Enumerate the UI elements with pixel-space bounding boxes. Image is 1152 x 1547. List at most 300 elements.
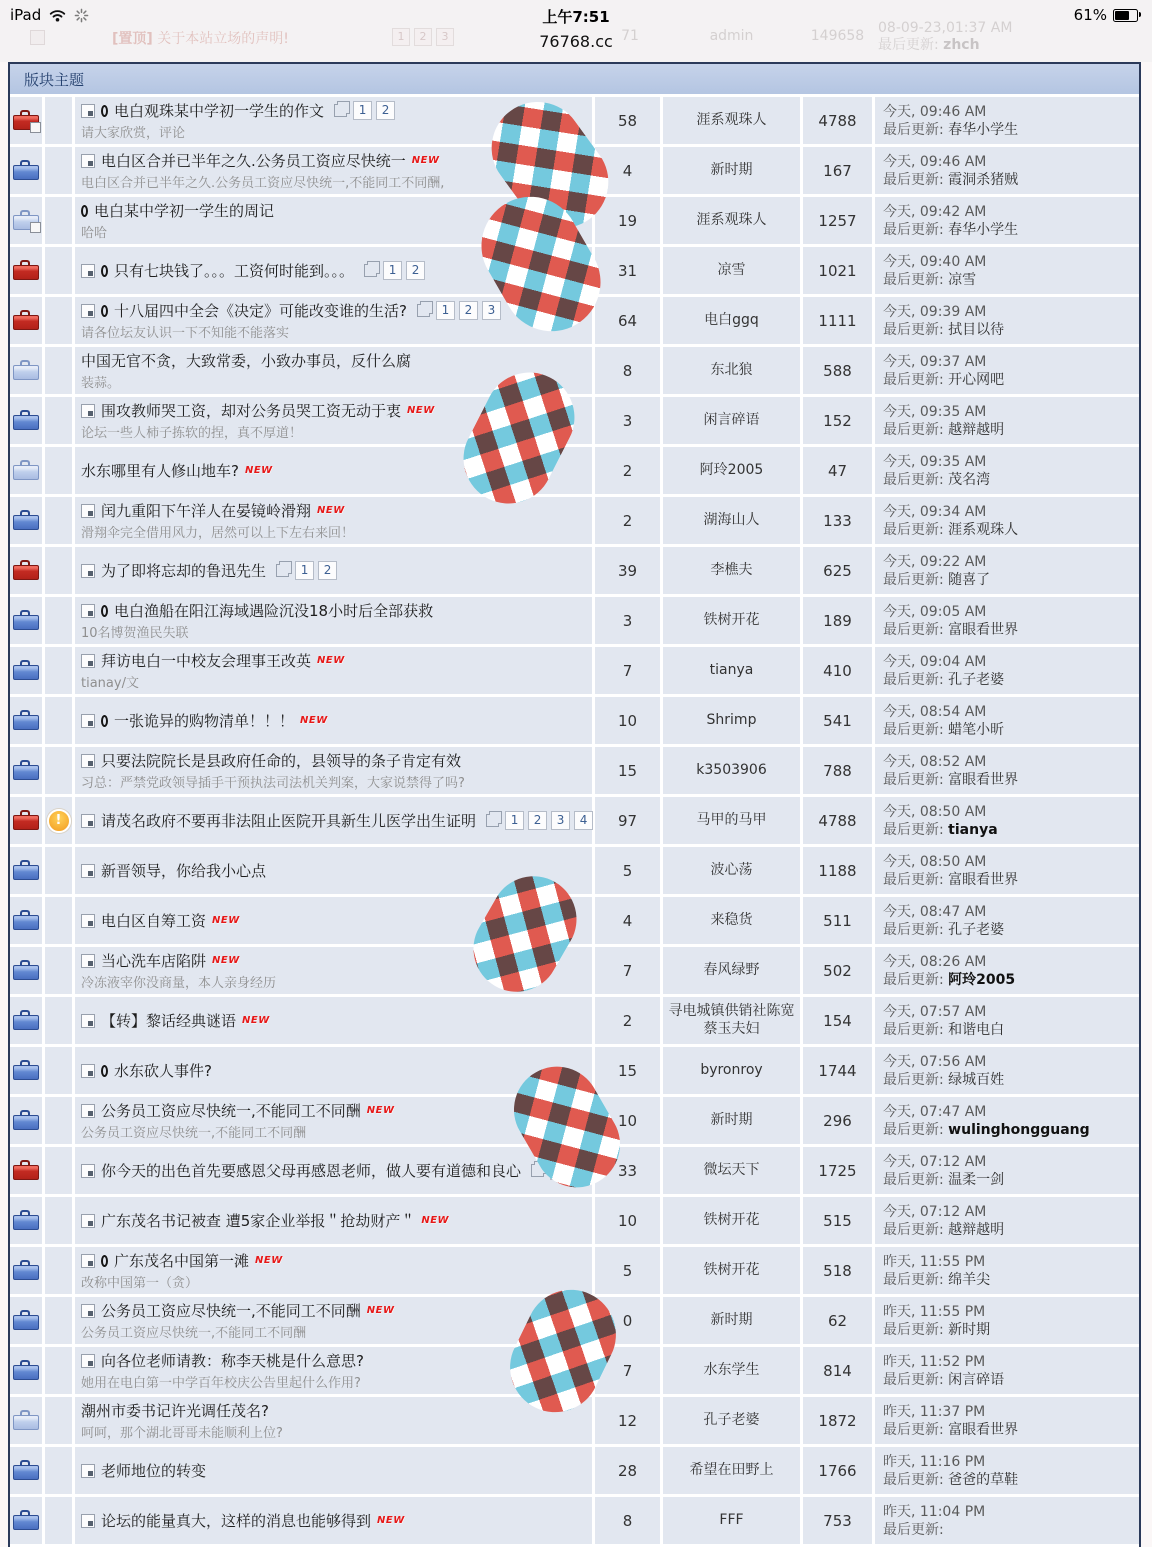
author-link[interactable]: tianya xyxy=(663,647,800,694)
page-button[interactable]: 1 xyxy=(353,101,372,120)
pinned-replies: 71 xyxy=(621,28,639,44)
attachment-icon xyxy=(101,105,108,117)
table-row[interactable] xyxy=(10,697,1139,744)
table-row[interactable] xyxy=(10,1497,1139,1544)
update-cell xyxy=(875,1247,1139,1294)
status-cell xyxy=(45,197,72,244)
author-link[interactable]: 来稳货 xyxy=(663,897,800,944)
attachment-icon xyxy=(81,205,88,217)
folder-icon xyxy=(13,960,39,981)
update-time: 今天, 09:04 AM xyxy=(883,653,987,670)
update-label: 最后更新: xyxy=(883,771,944,788)
topic-subtitle: 呵呵，那个湖北哥哥未能顺利上位? xyxy=(81,1426,283,1441)
folder-cell xyxy=(10,1297,42,1344)
status-cell xyxy=(45,847,72,894)
new-badge: NEW xyxy=(212,915,240,926)
update-time: 今天, 09:46 AM xyxy=(883,103,987,120)
updater-link[interactable]: 春华小学生 xyxy=(948,121,1019,138)
title-cell xyxy=(75,1247,592,1294)
update-label: 最后更新: xyxy=(883,471,944,488)
author-link[interactable]: 阿玲2005 xyxy=(663,447,800,494)
folder-icon xyxy=(13,510,39,531)
folder-cell xyxy=(10,347,42,394)
status-cell xyxy=(45,1097,72,1144)
updater-link[interactable]: tianya xyxy=(948,821,998,838)
folder-icon xyxy=(13,1060,39,1081)
update-cell xyxy=(875,1147,1139,1194)
author-link[interactable]: 电白ggq xyxy=(663,297,800,344)
update-cell xyxy=(875,1347,1139,1394)
author-link[interactable]: 微坛天下 xyxy=(663,1147,800,1194)
author-link[interactable]: 新时期 xyxy=(663,1097,800,1144)
title-cell xyxy=(75,647,592,694)
page-button[interactable]: 3 xyxy=(436,28,454,46)
views-count: 1111 xyxy=(803,297,872,344)
update-label: 最后更新: xyxy=(883,321,944,338)
replies-count: 39 xyxy=(595,547,660,594)
update-label: 最后更新: xyxy=(883,1521,944,1538)
author-link[interactable]: 新时期 xyxy=(663,1297,800,1344)
update-time: 今天, 07:12 AM xyxy=(883,1153,987,1170)
multipage-icon xyxy=(417,304,430,317)
author-link[interactable]: 闲言碎语 xyxy=(663,397,800,444)
topic-title-link[interactable]: 新晋领导，你给我小心点 xyxy=(101,862,267,880)
folder-cell xyxy=(10,197,42,244)
folder-icon xyxy=(13,460,39,481)
update-time: 昨天, 11:16 PM xyxy=(883,1453,986,1470)
topic-title-link[interactable]: 中国无官不贪，大致常委，小致办事员，反什么腐 xyxy=(81,352,412,370)
folder-icon xyxy=(13,1510,39,1531)
title-cell xyxy=(75,547,592,594)
status-cell xyxy=(45,297,72,344)
table-row[interactable] xyxy=(10,797,1139,844)
status-cell xyxy=(45,997,72,1044)
replies-count: 15 xyxy=(595,1047,660,1094)
folder-icon xyxy=(13,810,39,831)
multipage-icon xyxy=(334,104,347,117)
topic-title-link[interactable]: 电白观珠某中学初一学生的作文 xyxy=(114,102,325,120)
views-count: 296 xyxy=(803,1097,872,1144)
page-button[interactable]: 3 xyxy=(482,301,501,320)
attachment-icon xyxy=(101,715,108,727)
new-badge: NEW xyxy=(212,955,240,966)
update-time: 今天, 08:47 AM xyxy=(883,903,987,920)
author-link[interactable]: 湖海山人 xyxy=(663,497,800,544)
status-cell xyxy=(45,947,72,994)
views-count: 753 xyxy=(803,1497,872,1544)
author-link[interactable]: 铁树开花 xyxy=(663,597,800,644)
status-cell xyxy=(45,1247,72,1294)
document-icon xyxy=(81,1104,95,1118)
updater-link[interactable]: 富眼看世界 xyxy=(948,1421,1019,1438)
page-button[interactable]: 1 xyxy=(295,561,314,580)
table-row[interactable] xyxy=(10,647,1139,694)
document-icon xyxy=(81,864,95,878)
updater-link[interactable]: 茂名湾 xyxy=(948,471,991,488)
folder-icon xyxy=(13,360,39,381)
status-bar xyxy=(0,0,1152,62)
multipage-icon xyxy=(276,564,289,577)
author-link[interactable]: 孔子老婆 xyxy=(663,1397,800,1444)
update-time: 今天, 07:12 AM xyxy=(883,1203,987,1220)
replies-count: 2 xyxy=(595,497,660,544)
author-link[interactable]: 涯系观珠人 xyxy=(663,97,800,144)
update-label: 最后更新: xyxy=(883,971,944,988)
battery-percent: 61% xyxy=(1073,6,1107,24)
updater-link[interactable]: 越辩越明 xyxy=(948,1221,1005,1238)
author-link[interactable]: 波心荡 xyxy=(663,847,800,894)
update-cell xyxy=(875,997,1139,1044)
update-label: 最后更新: xyxy=(883,271,944,288)
document-icon xyxy=(81,654,95,668)
topic-title-link[interactable]: 请茂名政府不要再非法阻止医院开具新生儿医学出生证明 xyxy=(101,812,477,830)
replies-count: 8 xyxy=(595,347,660,394)
update-cell xyxy=(875,397,1139,444)
replies-count: 31 xyxy=(595,247,660,294)
table-row[interactable] xyxy=(10,1447,1139,1494)
status-cell xyxy=(45,1347,72,1394)
folder-cell xyxy=(10,647,42,694)
author-link[interactable]: 李樵夫 xyxy=(663,547,800,594)
replies-count: 8 xyxy=(595,1497,660,1544)
views-count: 167 xyxy=(803,147,872,194)
update-label: 最后更新: xyxy=(883,1071,944,1088)
update-cell xyxy=(875,547,1139,594)
update-cell xyxy=(875,97,1139,144)
topic-title-link[interactable]: 十八届四中全会《决定》可能改变谁的生活? xyxy=(114,302,407,320)
replies-count: 58 xyxy=(595,97,660,144)
topic-subtitle: 电白区合并已半年之久.公务员工资应尽快统一,不能同工不同酬, xyxy=(81,176,445,191)
topic-title-link[interactable]: 电白区自筹工资 xyxy=(101,912,207,930)
views-count: 1188 xyxy=(803,847,872,894)
update-cell xyxy=(875,647,1139,694)
author-link[interactable]: Shrimp xyxy=(663,697,800,744)
folder-cell xyxy=(10,747,42,794)
table-row[interactable] xyxy=(10,497,1139,544)
author-link[interactable]: 铁树开花 xyxy=(663,1197,800,1244)
status-cell xyxy=(45,1297,72,1344)
table-row[interactable] xyxy=(10,847,1139,894)
folder-cell xyxy=(10,1197,42,1244)
update-cell xyxy=(875,497,1139,544)
folder-icon xyxy=(13,1460,39,1481)
attachment-icon xyxy=(101,305,108,317)
update-time: 今天, 07:47 AM xyxy=(883,1103,987,1120)
author-link[interactable]: 涯系观珠人 xyxy=(663,197,800,244)
replies-count: 10 xyxy=(595,697,660,744)
views-count: 502 xyxy=(803,947,872,994)
status-cell xyxy=(45,897,72,944)
author-link[interactable]: 马甲的马甲 xyxy=(663,797,800,844)
updater-link[interactable]: wulinghongguang xyxy=(948,1121,1090,1138)
author-link[interactable]: 凉雪 xyxy=(663,247,800,294)
update-cell xyxy=(875,1497,1139,1544)
update-time: 今天, 08:52 AM xyxy=(883,753,987,770)
status-cell xyxy=(45,147,72,194)
update-cell xyxy=(875,1097,1139,1144)
page-button[interactable]: 1 xyxy=(392,28,410,46)
folder-icon xyxy=(13,560,39,581)
update-label: 最后更新: xyxy=(883,721,944,738)
folder-cell xyxy=(10,247,42,294)
update-label: 最后更新: xyxy=(883,121,944,138)
author-link[interactable]: 寻电城镇供销社陈宽蔡玉夫妇 xyxy=(663,997,800,1044)
topic-subtitle: tianay/文 xyxy=(81,676,139,691)
table-row[interactable] xyxy=(10,1247,1139,1294)
author-link[interactable]: 水东学生 xyxy=(663,1347,800,1394)
folder-icon xyxy=(13,760,39,781)
author-link[interactable]: FFF xyxy=(663,1497,800,1544)
topic-title-link[interactable]: 只有七块钱了。。。工资何时能到。。。 xyxy=(114,262,355,280)
topic-title-link[interactable]: 老师地位的转变 xyxy=(101,1462,207,1480)
topic-title-link[interactable]: 为了即将忘却的鲁迅先生 xyxy=(101,562,267,580)
address-bar[interactable]: 76768.cc xyxy=(539,32,613,51)
status-cell xyxy=(45,747,72,794)
update-label: 最后更新: xyxy=(883,671,944,688)
update-cell xyxy=(875,947,1139,994)
table-row[interactable] xyxy=(10,1197,1139,1244)
title-cell xyxy=(75,1047,592,1094)
page-button[interactable]: 2 xyxy=(459,301,478,320)
new-badge: NEW xyxy=(377,1515,405,1526)
table-row[interactable] xyxy=(10,547,1139,594)
updater-link[interactable]: 新时期 xyxy=(948,1321,991,1338)
updater-link[interactable]: 开心网吧 xyxy=(948,371,1005,388)
title-cell xyxy=(75,1147,592,1194)
update-cell xyxy=(875,1297,1139,1344)
topic-title-link[interactable]: 电白渔船在阳江海域遇险沉没18小时后全部获救 xyxy=(114,602,434,620)
topic-subtitle: 请各位坛友认识一下不知能不能落实 xyxy=(81,326,290,341)
page-button[interactable]: 2 xyxy=(528,811,547,830)
update-time: 昨天, 11:55 PM xyxy=(883,1253,986,1270)
update-time: 今天, 09:05 AM xyxy=(883,603,987,620)
topic-title-link[interactable]: 水东砍人事件? xyxy=(114,1062,212,1080)
page-buttons xyxy=(353,101,395,120)
topic-title-link[interactable]: 广东茂名中国第一滩 xyxy=(114,1252,250,1270)
topic-title-link[interactable]: 只要法院院长是县政府任命的，县领导的条子肯定有效 xyxy=(101,752,462,770)
update-time: 今天, 08:26 AM xyxy=(883,953,987,970)
table-row[interactable] xyxy=(10,447,1139,494)
author-link[interactable]: 东北狼 xyxy=(663,347,800,394)
author-link[interactable]: k3503906 xyxy=(663,747,800,794)
update-label: 最后更新: xyxy=(883,571,944,588)
updater-link[interactable]: 蜡笔小昕 xyxy=(948,721,1005,738)
updater-link[interactable]: 凉雪 xyxy=(948,271,977,288)
updater-link[interactable]: 随喜了 xyxy=(948,571,991,588)
attachment-icon xyxy=(101,605,108,617)
status-cell xyxy=(45,547,72,594)
views-count: 625 xyxy=(803,547,872,594)
update-label: 最后更新: xyxy=(883,1421,944,1438)
updater-link[interactable]: 春华小学生 xyxy=(948,221,1019,238)
replies-count: 12 xyxy=(595,1397,660,1444)
update-cell xyxy=(875,897,1139,944)
update-time: 今天, 09:22 AM xyxy=(883,553,987,570)
folder-cell xyxy=(10,1497,42,1544)
updater-link[interactable]: 绿城百姓 xyxy=(948,1071,1005,1088)
status-cell xyxy=(45,397,72,444)
replies-count: 5 xyxy=(595,847,660,894)
updater-link[interactable]: 富眼看世界 xyxy=(948,771,1019,788)
document-icon xyxy=(81,564,95,578)
topic-title-link[interactable]: 【转】黎话经典谜语 xyxy=(101,1012,237,1030)
updater-link[interactable]: 越辩越明 xyxy=(948,421,1005,438)
topic-title-link[interactable]: 向各位老师请教：称李天桃是什么意思? xyxy=(101,1352,364,1370)
update-time: 今天, 08:50 AM xyxy=(883,853,987,870)
folder-cell xyxy=(10,297,42,344)
folder-cell xyxy=(10,1097,42,1144)
topic-title-link[interactable]: 闰九重阳下午洋人在晏镜岭滑翔 xyxy=(101,502,312,520)
document-icon xyxy=(81,404,95,418)
page-button[interactable]: 4 xyxy=(574,811,593,830)
views-count: 152 xyxy=(803,397,872,444)
topic-title-link[interactable]: 拜访电白一中校友会理事王改英 xyxy=(101,652,312,670)
folder-cell xyxy=(10,1147,42,1194)
new-badge: NEW xyxy=(255,1255,283,1266)
views-count: 814 xyxy=(803,1347,872,1394)
new-badge: NEW xyxy=(366,1105,395,1116)
new-badge: NEW xyxy=(411,155,440,166)
views-count: 788 xyxy=(803,747,872,794)
views-count: 4788 xyxy=(803,797,872,844)
title-cell xyxy=(75,1297,592,1344)
views-count: 154 xyxy=(803,997,872,1044)
replies-count: 28 xyxy=(595,1447,660,1494)
page-button[interactable]: 2 xyxy=(376,101,395,120)
page-button[interactable]: 1 xyxy=(436,301,455,320)
updater-link[interactable]: 阿玲2005 xyxy=(948,971,1016,988)
updater-link[interactable]: 孔子老婆 xyxy=(948,671,1005,688)
author-link[interactable]: 铁树开花 xyxy=(663,1247,800,1294)
replies-count: 3 xyxy=(595,597,660,644)
title-cell xyxy=(75,1447,592,1494)
updater-link[interactable]: 爸爸的草鞋 xyxy=(948,1471,1019,1488)
folder-icon xyxy=(13,910,39,931)
document-icon xyxy=(81,1464,95,1478)
status-cell xyxy=(45,1147,72,1194)
table-row[interactable] xyxy=(10,747,1139,794)
document-icon xyxy=(81,1014,95,1028)
topic-title-link[interactable]: 广东茂名书记被查 遭5家企业举报＂抢劫财产＂ xyxy=(101,1212,416,1230)
status-cell xyxy=(45,1447,72,1494)
pinned-topic-title: [置顶] 关于本站立场的声明! xyxy=(112,31,289,47)
page-button[interactable]: 1 xyxy=(505,811,524,830)
topic-title-link[interactable]: 你今天的出色首先要感恩父母再感恩老师，做人要有道德和良心 xyxy=(101,1162,522,1180)
page-button[interactable]: 1 xyxy=(383,261,402,280)
author-link[interactable]: 希望在田野上 xyxy=(663,1447,800,1494)
replies-count: 33 xyxy=(595,1147,660,1194)
updater-link[interactable]: 霞洞杀猪贼 xyxy=(948,171,1019,188)
document-icon xyxy=(81,1064,95,1078)
updater-link[interactable]: 涯系观珠人 xyxy=(948,521,1019,538)
update-time: 今天, 09:39 AM xyxy=(883,303,987,320)
pinned-views: 149658 xyxy=(810,28,865,44)
topic-title-link[interactable]: 电白区合并已半年之久.公务员工资应尽快统一 xyxy=(101,152,406,170)
clock: 上午7:51 xyxy=(542,8,610,26)
updater-link[interactable]: 闲言碎语 xyxy=(948,1371,1005,1388)
table-row[interactable] xyxy=(10,597,1139,644)
topic-title-link[interactable]: 潮州市委书记许光调任茂名? xyxy=(81,1402,269,1420)
new-badge: NEW xyxy=(317,655,345,666)
topic-title-link[interactable]: 水东哪里有人修山地车? xyxy=(81,462,239,480)
page-button[interactable]: 2 xyxy=(406,261,425,280)
document-icon xyxy=(81,814,95,828)
table-row[interactable] xyxy=(10,947,1139,994)
update-label: 最后更新: xyxy=(883,371,944,388)
folder-icon xyxy=(13,1210,39,1231)
update-label: 最后更新: xyxy=(883,1221,944,1238)
updater-link[interactable]: 拭目以待 xyxy=(948,321,1005,338)
update-label: 最后更新: xyxy=(883,521,944,538)
updater-link[interactable]: 富眼看世界 xyxy=(948,871,1019,888)
update-label: 最后更新: xyxy=(883,621,944,638)
update-label: 最后更新: xyxy=(883,1271,944,1288)
document-icon xyxy=(81,1304,95,1318)
status-cell xyxy=(45,1197,72,1244)
update-time: 昨天, 11:52 PM xyxy=(883,1353,986,1370)
update-cell xyxy=(875,347,1139,394)
multipage-icon xyxy=(364,264,377,277)
update-label: 最后更新: xyxy=(883,1371,944,1388)
views-count: 1744 xyxy=(803,1047,872,1094)
topic-title-link[interactable]: 公务员工资应尽快统一,不能同工不同酬 xyxy=(101,1302,361,1320)
topic-title-link[interactable]: 公务员工资应尽快统一,不能同工不同酬 xyxy=(101,1102,361,1120)
updater-link[interactable]: 富眼看世界 xyxy=(948,621,1019,638)
folder-cell xyxy=(10,147,42,194)
author-link[interactable]: 春风绿野 xyxy=(663,947,800,994)
updater-link[interactable]: 孔子老婆 xyxy=(948,921,1005,938)
update-cell xyxy=(875,247,1139,294)
folder-icon xyxy=(13,660,39,681)
author-link[interactable]: byronroy xyxy=(663,1047,800,1094)
status-cell xyxy=(45,1047,72,1094)
folder-cell xyxy=(10,897,42,944)
folder-icon xyxy=(13,1310,39,1331)
topic-title-link[interactable]: 电白某中学初一学生的周记 xyxy=(94,202,275,220)
topic-title-link[interactable]: 当心洗车店陷阱 xyxy=(101,952,207,970)
author-link[interactable]: 新时期 xyxy=(663,147,800,194)
updater-link[interactable]: 和谐电白 xyxy=(948,1021,1005,1038)
topic-subtitle: 公务员工资应尽快统一,不能同工不同酬 xyxy=(81,1326,307,1341)
replies-count: 19 xyxy=(595,197,660,244)
status-cell xyxy=(45,347,72,394)
topic-title-link[interactable]: 围攻教师哭工资，却对公务员哭工资无动于衷 xyxy=(101,402,402,420)
topic-subtitle: 请大家欣赏，评论 xyxy=(81,126,186,141)
table-row[interactable] xyxy=(10,997,1139,1044)
table-row[interactable] xyxy=(10,347,1139,394)
update-label: 最后更新: xyxy=(883,1121,944,1138)
topic-title-link[interactable]: 一张诡异的购物清单！！！ xyxy=(114,712,295,730)
page-button[interactable]: 2 xyxy=(318,561,337,580)
document-icon xyxy=(81,304,95,318)
status-cell xyxy=(45,797,72,844)
views-count: 1021 xyxy=(803,247,872,294)
update-label: 最后更新: xyxy=(883,1021,944,1038)
replies-count: 4 xyxy=(595,147,660,194)
views-count: 4788 xyxy=(803,97,872,144)
updater-link[interactable]: 温柔一剑 xyxy=(948,1171,1005,1188)
page-button[interactable]: 3 xyxy=(551,811,570,830)
updater-link[interactable]: 绵羊尖 xyxy=(948,1271,991,1288)
page-button[interactable]: 2 xyxy=(414,28,432,46)
folder-cell xyxy=(10,1447,42,1494)
document-icon xyxy=(81,1514,95,1528)
views-count: 410 xyxy=(803,647,872,694)
page-buttons xyxy=(505,811,593,830)
views-count: 1766 xyxy=(803,1447,872,1494)
topic-title-link[interactable]: 论坛的能量真大，这样的消息也能够得到 xyxy=(101,1512,372,1530)
views-count: 47 xyxy=(803,447,872,494)
